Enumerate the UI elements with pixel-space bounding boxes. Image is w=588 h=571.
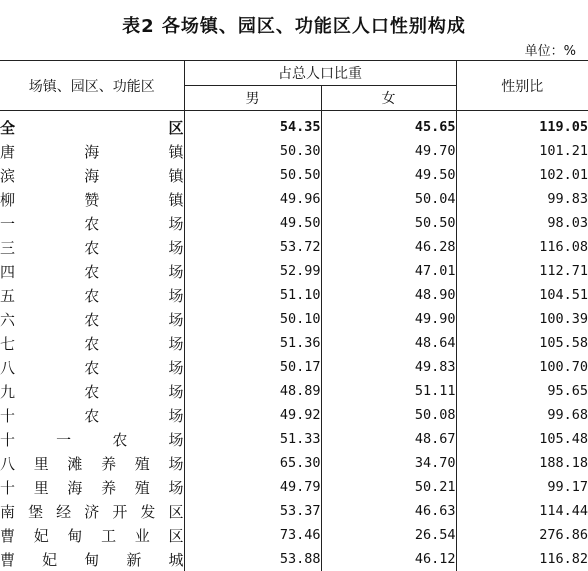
table-row [0,139,588,163]
row-ratio-cell: 116.08 [456,235,588,259]
row-male-cell: 50.17 [184,355,321,379]
row-female-cell: 46.28 [321,235,456,259]
row-ratio-cell: 100.70 [456,355,588,379]
header-region: 场镇、园区、功能区 [0,61,184,111]
row-ratio-cell: 99.68 [456,403,588,427]
row-name-cell: 南堡经济开发区 [0,499,184,523]
row-female-cell: 26.54 [321,523,456,547]
table-row-total [0,111,588,140]
row-female-cell: 50.21 [321,475,456,499]
row-name-cell: 十里海养殖场 [0,475,184,499]
row-male-cell: 50.50 [184,163,321,187]
row-name-cell: 柳赞镇 [0,187,184,211]
row-male-cell: 51.10 [184,283,321,307]
row-ratio-cell: 112.71 [456,259,588,283]
table-row [0,475,588,499]
table-title: 表2 各场镇、园区、功能区人口性别构成 [0,12,588,38]
row-male-cell: 54.35 [184,111,321,140]
row-ratio-cell: 99.17 [456,475,588,499]
row-male-cell: 50.10 [184,307,321,331]
row-female-cell: 49.50 [321,163,456,187]
table-row [0,523,588,547]
row-ratio-cell: 119.05 [456,111,588,140]
row-ratio-cell: 105.48 [456,427,588,451]
row-female-cell: 45.65 [321,111,456,140]
row-female-cell: 48.64 [321,331,456,355]
table-row [0,283,588,307]
row-female-cell: 46.63 [321,499,456,523]
table-row [0,427,588,451]
row-ratio-cell: 116.82 [456,547,588,571]
row-male-cell: 49.50 [184,211,321,235]
table-row [0,187,588,211]
row-male-cell: 52.99 [184,259,321,283]
row-male-cell: 51.36 [184,331,321,355]
row-female-cell: 49.70 [321,139,456,163]
row-ratio-cell: 188.18 [456,451,588,475]
table-row [0,211,588,235]
row-name-cell: 八里滩养殖场 [0,451,184,475]
row-name-cell: 唐海镇 [0,139,184,163]
unit-label: 单位：% [525,40,576,59]
row-ratio-cell: 99.83 [456,187,588,211]
row-ratio-cell: 114.44 [456,499,588,523]
row-ratio-cell: 101.21 [456,139,588,163]
header-sex-ratio: 性别比 [456,61,588,111]
row-male-cell: 50.30 [184,139,321,163]
row-name-cell: 全区 [0,111,184,140]
row-ratio-cell: 105.58 [456,331,588,355]
header-share: 占总人口比重 [184,61,456,86]
header-male: 男 [184,86,321,111]
row-ratio-cell: 102.01 [456,163,588,187]
row-female-cell: 47.01 [321,259,456,283]
table-row [0,547,588,571]
row-name-cell: 十一农场 [0,427,184,451]
table-row [0,259,588,283]
row-ratio-cell: 95.65 [456,379,588,403]
row-name-cell: 六农场 [0,307,184,331]
row-male-cell: 49.96 [184,187,321,211]
table-row [0,451,588,475]
table-row [0,331,588,355]
table-row [0,355,588,379]
table-row [0,235,588,259]
row-ratio-cell: 104.51 [456,283,588,307]
table-body [0,111,588,571]
row-name-cell: 一农场 [0,211,184,235]
header-female: 女 [321,86,456,111]
row-male-cell: 53.88 [184,547,321,571]
row-male-cell: 53.37 [184,499,321,523]
row-male-cell: 49.92 [184,403,321,427]
row-male-cell: 65.30 [184,451,321,475]
sex-composition-table [0,60,588,571]
row-female-cell: 50.08 [321,403,456,427]
row-name-cell: 五农场 [0,283,184,307]
row-name-cell: 九农场 [0,379,184,403]
row-name-cell: 曹妃甸工业区 [0,523,184,547]
row-female-cell: 48.67 [321,427,456,451]
row-female-cell: 48.90 [321,283,456,307]
table-row [0,307,588,331]
row-name-cell: 三农场 [0,235,184,259]
row-name-cell: 十农场 [0,403,184,427]
table-row [0,499,588,523]
row-male-cell: 73.46 [184,523,321,547]
row-female-cell: 49.83 [321,355,456,379]
row-male-cell: 48.89 [184,379,321,403]
table-row [0,379,588,403]
row-female-cell: 51.11 [321,379,456,403]
row-name-cell: 八农场 [0,355,184,379]
row-name-cell: 七农场 [0,331,184,355]
row-female-cell: 50.04 [321,187,456,211]
row-ratio-cell: 276.86 [456,523,588,547]
row-ratio-cell: 100.39 [456,307,588,331]
table-row [0,163,588,187]
row-ratio-cell: 98.03 [456,211,588,235]
row-male-cell: 53.72 [184,235,321,259]
row-name-cell: 曹妃甸新城 [0,547,184,571]
row-male-cell: 49.79 [184,475,321,499]
row-female-cell: 34.70 [321,451,456,475]
row-female-cell: 46.12 [321,547,456,571]
row-name-cell: 滨海镇 [0,163,184,187]
row-female-cell: 49.90 [321,307,456,331]
row-female-cell: 50.50 [321,211,456,235]
row-name-cell: 四农场 [0,259,184,283]
table-row [0,403,588,427]
row-male-cell: 51.33 [184,427,321,451]
